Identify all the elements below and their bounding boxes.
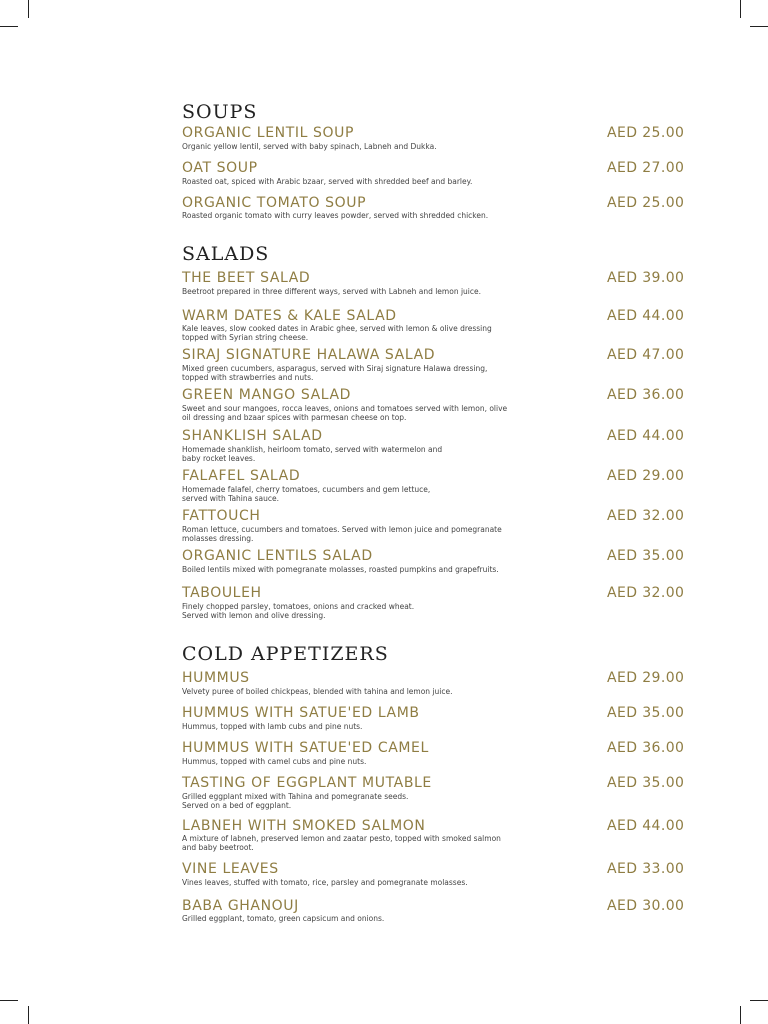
crop-mark-bottom-right-h [750, 1000, 768, 1001]
menu-item-price: AED 44.00 [607, 428, 685, 444]
menu-item-description: Roasted oat, spiced with Arabic bzaar, served with shredded beef and barley. [182, 177, 473, 186]
menu-item-price: AED 30.00 [607, 898, 685, 914]
menu-item-name: GREEN MANGO SALAD [182, 387, 352, 403]
menu-item-description: Kale leaves, slow cooked dates in Arabic ghee, served with lemon & olive dressing topped with Syrian string cheese. [182, 324, 492, 342]
crop-mark-top-left [28, 0, 29, 18]
section-title-soups: SOUPS [182, 101, 258, 123]
menu-item-price: AED 44.00 [607, 308, 685, 324]
menu-item-description: Grilled eggplant mixed with Tahina and pomegranate seeds. Served on a bed of eggplant. [182, 792, 409, 810]
menu-item-name: FATTOUCH [182, 508, 261, 524]
menu-item-description: Sweet and sour mangoes, rocca leaves, onions and tomatoes served with lemon, olive oil dressing and bzaar spices with parmesan cheese on top. [182, 404, 508, 422]
menu-item-description: Mixed green cucumbers, asparagus, served with Siraj signature Halawa dressing, topped with strawberries and nuts. [182, 364, 488, 382]
menu-item-name: TASTING OF EGGPLANT MUTABLE [182, 775, 432, 791]
menu-item-description: Finely chopped parsley, tomatoes, onions and cracked wheat. Served with lemon and olive dressing. [182, 602, 415, 620]
menu-item-price: AED 35.00 [607, 548, 685, 564]
menu-item-description: Homemade shanklish, heirloom tomato, served with watermelon and baby rocket leaves. [182, 445, 443, 463]
crop-mark-top-right-h [750, 26, 768, 27]
menu-item-description: A mixture of labneh, preserved lemon and zaatar pesto, topped with smoked salmon and baby beetroot. [182, 834, 501, 852]
menu-item-price: AED 36.00 [607, 740, 685, 756]
menu-item-price: AED 35.00 [607, 775, 685, 791]
menu-item-price: AED 27.00 [607, 160, 685, 176]
menu-item-description: Homemade falafel, cherry tomatoes, cucumbers and gem lettuce, served with Tahina sauce. [182, 485, 431, 503]
menu-item-name: TABOULEH [182, 585, 262, 601]
menu-item-name: SIRAJ SIGNATURE HALAWA SALAD [182, 347, 436, 363]
menu-item-price: AED 33.00 [607, 861, 685, 877]
menu-item-name: ORGANIC LENTIL SOUP [182, 125, 355, 141]
menu-item-description: Velvety puree of boiled chickpeas, blended with tahina and lemon juice. [182, 687, 453, 696]
menu-item-name: HUMMUS WITH SATUE'ED LAMB [182, 705, 420, 721]
menu-item-description: Beetroot prepared in three different ways, served with Labneh and lemon juice. [182, 287, 481, 296]
menu-item-description: Grilled eggplant, tomato, green capsicum and onions. [182, 914, 385, 923]
menu-item-description: Hummus, topped with camel cubs and pine nuts. [182, 757, 367, 766]
menu-item-name: OAT SOUP [182, 160, 258, 176]
crop-mark-top-left-h [0, 26, 18, 27]
menu-item-price: AED 47.00 [607, 347, 685, 363]
menu-item-price: AED 35.00 [607, 705, 685, 721]
crop-mark-bottom-left-h [0, 1000, 18, 1001]
menu-item-name: ORGANIC TOMATO SOUP [182, 195, 367, 211]
menu-item-price: AED 25.00 [607, 195, 685, 211]
menu-item-name: WARM DATES & KALE SALAD [182, 308, 397, 324]
menu-item-price: AED 36.00 [607, 387, 685, 403]
section-title-cold-appetizers: COLD APPETIZERS [182, 643, 389, 665]
menu-item-description: Boiled lentils mixed with pomegranate molasses, roasted pumpkins and grapefruits. [182, 565, 499, 574]
menu-item-price: AED 44.00 [607, 818, 685, 834]
menu-item-price: AED 32.00 [607, 508, 685, 524]
menu-item-name: THE BEET SALAD [182, 270, 311, 286]
menu-item-name: VINE LEAVES [182, 861, 279, 877]
menu-item-name: BABA GHANOUJ [182, 898, 299, 914]
crop-mark-bottom-left [28, 1006, 29, 1024]
section-title-salads: SALADS [182, 243, 270, 265]
menu-item-description: Vines leaves, stuffed with tomato, rice, parsley and pomegranate molasses. [182, 878, 468, 887]
menu-item-description: Roman lettuce, cucumbers and tomatoes. Served with lemon juice and pomegranate molasses dressing. [182, 525, 502, 543]
menu-item-description: Hummus, topped with lamb cubs and pine nuts. [182, 722, 363, 731]
menu-item-name: ORGANIC LENTILS SALAD [182, 548, 373, 564]
menu-item-name: LABNEH WITH SMOKED SALMON [182, 818, 426, 834]
menu-item-price: AED 29.00 [607, 468, 685, 484]
menu-item-name: FALAFEL SALAD [182, 468, 301, 484]
crop-mark-bottom-right [740, 1006, 741, 1024]
menu-item-description: Organic yellow lentil, served with baby spinach, Labneh and Dukka. [182, 142, 437, 151]
menu-item-price: AED 39.00 [607, 270, 685, 286]
menu-item-description: Roasted organic tomato with curry leaves powder, served with shredded chicken. [182, 211, 489, 220]
menu-item-name: HUMMUS [182, 670, 250, 686]
menu-item-price: AED 25.00 [607, 125, 685, 141]
menu-item-name: SHANKLISH SALAD [182, 428, 323, 444]
crop-mark-top-right [740, 0, 741, 18]
menu-item-name: HUMMUS WITH SATUE'ED CAMEL [182, 740, 429, 756]
menu-item-price: AED 29.00 [607, 670, 685, 686]
menu-item-price: AED 32.00 [607, 585, 685, 601]
